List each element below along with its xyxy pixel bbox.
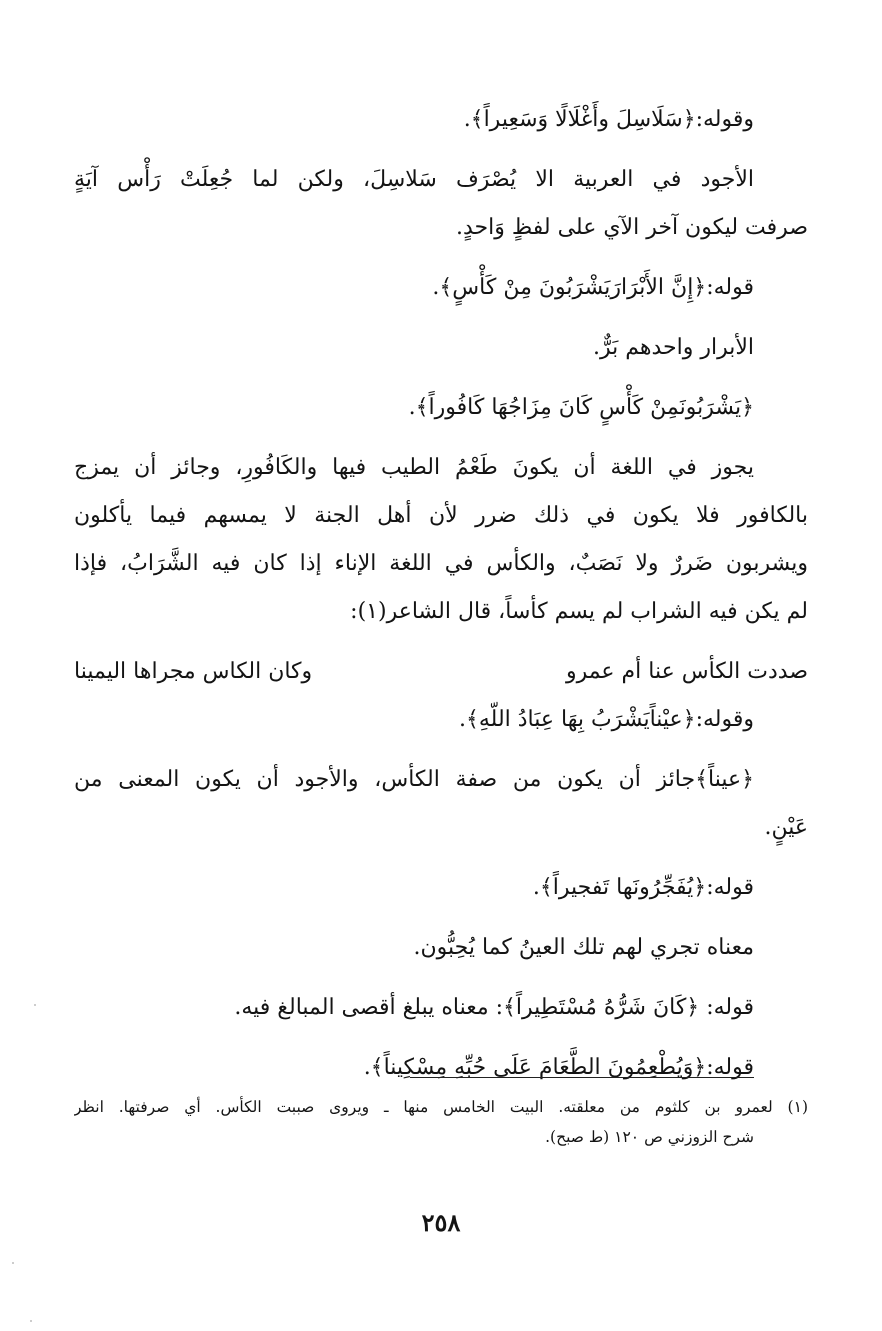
text-line: عَيْنٍ. [764, 815, 808, 840]
text-line: ﴿يَشْرَبُونَمِنْ كَأْسٍ كَانَ مِزَاجُهَا كَافُوراً﴾. [408, 395, 754, 420]
text-line: معناه تجري لهم تلك العينُ كما يُحِبُّون. [413, 935, 754, 960]
text-line: وقوله:﴿سَلَاسِلَ وأَغْلَالًا وَسَعِيراً﴾. [463, 107, 754, 132]
footnote-line: شرح الزوزني ص ١٢٠ (ط صبح). [545, 1128, 754, 1146]
page-number: ٢٥٨ [421, 1208, 461, 1237]
text-line: صرفت ليكون آخر الآي على لفظٍ وَاحدٍ. [456, 215, 808, 240]
scan-speck [30, 1320, 32, 1322]
text-line: وقوله:﴿عيْناًيَشْرَبُ بِهَا عِبَادُ اللّهِ﴾. [458, 707, 754, 732]
main-text [74, 96, 808, 1092]
text-line: قوله:﴿إِنَّ الأَبْرَارَيَشْرَبُونَ مِنْ كَأْسٍ﴾. [432, 275, 754, 300]
text-line: قوله:﴿وَيُطْعِمُونَ الطَّعَامَ عَلَى حُبِّهِ مِسْكِيناً﴾. [363, 1055, 754, 1080]
scan-speck [12, 1262, 14, 1264]
text-line: ﴿عيناً﴾جائز أن يكون من صفة الكأس، والأجود أن يكون المعنى من [74, 767, 754, 792]
poetry-second-hemistich: وكان الكاس مجراها اليمينا [74, 659, 313, 684]
text-line: قوله:﴿يُفَجِّرُونَها تَفجيراً﴾. [532, 875, 754, 900]
poetry-verse [74, 648, 808, 696]
text-line: يجوز في اللغة أن يكونَ طَعْمُ الطيب فيها والكَافُورِ، وجائز أن يمزج [74, 455, 754, 480]
text-line: لم يكن فيه الشراب لم يسم كأساً، قال الشاعر(١): [350, 599, 808, 624]
footnotes [74, 1092, 808, 1152]
text-line: قوله: ﴿كَانَ شَرُّهُ مُسْتَطِيراً﴾: معناه يبلغ أقصى المبالغ فيه. [234, 995, 754, 1020]
text-line: الأبرار واحدهم بَرٌّ. [592, 335, 754, 360]
poetry-first-hemistich: صددت الكأس عنا أم عمرو [565, 659, 808, 684]
text-line: بالكافور فلا يكون في ذلك ضرر لأن أهل الجنة لا يمسهم فيما يأكلون [74, 503, 808, 528]
text-line: الأجود في العربية الا يُصْرَف سَلاسِلَ، ولكن لما جُعِلَتْ رَأْس آيَةٍ [74, 167, 754, 192]
scan-speck [34, 1004, 36, 1006]
text-line: ويشربون ضَررٌ ولا نَصَبٌ، والكأس في اللغة الإناء إذا كان فيه الشَّرَابُ، فإذا [74, 551, 808, 576]
footnote-line: (١) لعمرو بن كلثوم من معلقته. البيت الخامس منها ـ ويروى صببت الكأس. أي صرفتها. انظر [74, 1098, 808, 1116]
footnote-divider [410, 1077, 754, 1078]
